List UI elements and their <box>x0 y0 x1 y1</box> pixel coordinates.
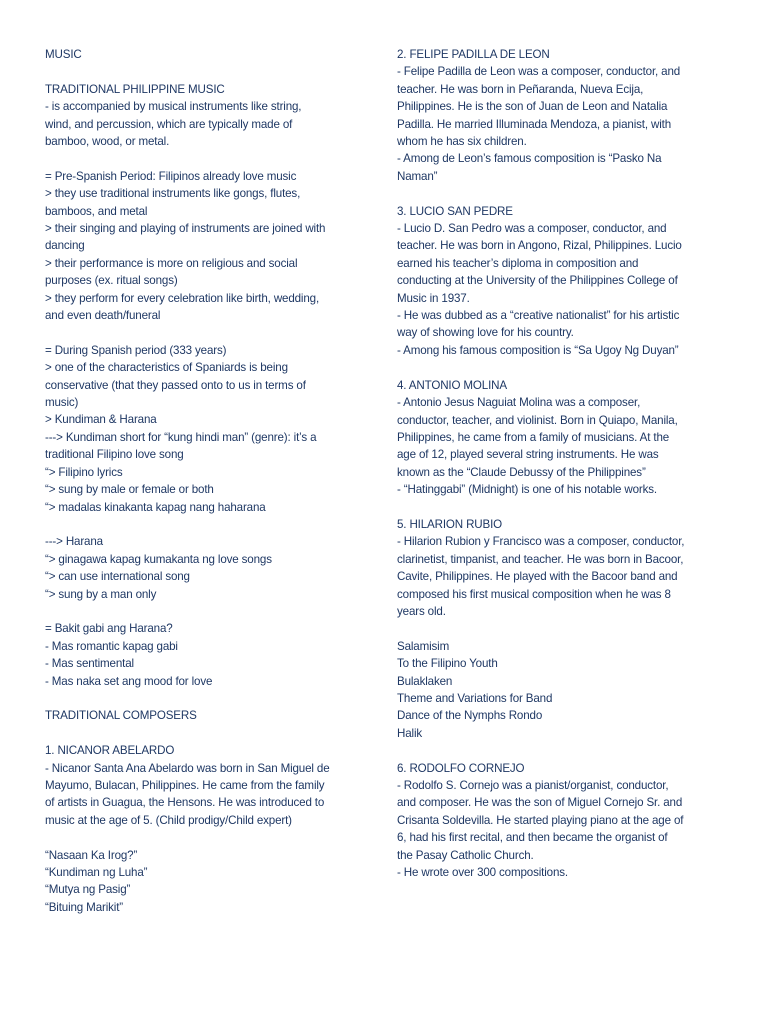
left-column-text-line: “> Filipino lyrics <box>45 465 123 479</box>
right-column-text-line: teacher. He was born in Peñaranda, Nueva Ecija, <box>397 82 644 96</box>
left-column-text-line: purposes (ex. ritual songs) <box>45 274 178 288</box>
right-column-blank-line <box>397 185 737 202</box>
left-column-blank-line <box>45 725 375 742</box>
left-column-blank-line <box>45 324 375 341</box>
left-column-text-line: ---> Harana <box>45 535 103 549</box>
left-column <box>45 46 375 916</box>
right-column-text-line: - Among his famous composition is “Sa Ugoy Ng Duyan” <box>397 343 679 357</box>
left-column-text-line: traditional Filipino love song <box>45 448 184 462</box>
right-column-text-line: To the Filipino Youth <box>397 657 498 671</box>
right-column-text-line: Naman” <box>397 169 438 183</box>
left-column-text-line: > they use traditional instruments like gongs, flutes, <box>45 187 301 201</box>
left-column-blank-line <box>45 150 375 167</box>
left-column-blank-line <box>45 690 375 707</box>
right-column-text-line: 5. HILARION RUBIO <box>397 517 503 531</box>
left-column-text-line: “> can use international song <box>45 570 190 584</box>
right-column-text-line: Cavite, Philippines. He played with the Bacoor band and <box>397 570 678 584</box>
left-column-text-line: - is accompanied by musical instruments like string, <box>45 100 302 114</box>
left-column-text-line: wind, and percussion, which are typically made of <box>45 117 293 131</box>
right-column-text-line: conductor, teacher, and violinist. Born in Quiapo, Manila, <box>397 413 678 427</box>
left-column-text-line: music) <box>45 396 79 410</box>
right-column-text-line: Bulaklaken <box>397 674 453 688</box>
left-column-text-line: > one of the characteristics of Spaniards is being <box>45 361 288 375</box>
left-column-text-line: dancing <box>45 239 85 253</box>
right-column-text-line: age of 12, played several string instruments. He was <box>397 448 659 462</box>
right-column-text-line: Salamisim <box>397 639 450 653</box>
right-column-text-line: clarinetist, timpanist, and teacher. He was born in Bacoor, <box>397 552 684 566</box>
left-column-blank-line <box>45 63 375 80</box>
right-column-blank-line <box>397 742 737 759</box>
right-column-text-line: teacher. He was born in Angono, Rizal, Philippines. Lucio <box>397 239 682 253</box>
right-column-text-line: 2. FELIPE PADILLA DE LEON <box>397 48 550 61</box>
right-column-text-line: 4. ANTONIO MOLINA <box>397 378 507 392</box>
left-column-text-line: - Nicanor Santa Ana Abelardo was born in San Miguel de <box>45 761 330 775</box>
left-column-text-line: > their singing and playing of instruments are joined with <box>45 222 326 236</box>
right-column-text-line: conducting at the University of the Philippines College of <box>397 274 678 288</box>
left-column-text-line: - Mas romantic kapag gabi <box>45 639 178 653</box>
left-column-text-line: > Kundiman & Harana <box>45 413 157 427</box>
right-column-text-line: the Pasay Catholic Church. <box>397 848 534 862</box>
right-column-text-line: Philippines. He is the son of Juan de Leon and Natalia <box>397 100 668 114</box>
left-column-text-line: of artists in Guagua, the Hensons. He was introduced to <box>45 796 325 810</box>
right-column-text-line: - Lucio D. San Pedro was a composer, conductor, and <box>397 222 667 236</box>
left-column-text-line: and even death/funeral <box>45 309 161 323</box>
left-column-text-line: TRADITIONAL COMPOSERS <box>45 709 197 723</box>
right-column-text-line: - He wrote over 300 compositions. <box>397 866 568 880</box>
right-column-text-line: 6, had his first recital, and then became the organist of <box>397 831 668 845</box>
left-column-text-line: “> madalas kinakanta kapag nang haharana <box>45 500 266 514</box>
left-column-text-line: “Bituing Marikit” <box>45 900 123 914</box>
left-column-text-line: TRADITIONAL PHILIPPINE MUSIC <box>45 82 225 96</box>
left-column-text-line: “> sung by male or female or both <box>45 483 214 497</box>
right-column-blank-line <box>397 620 737 637</box>
left-column-text-line: > their performance is more on religious and social <box>45 256 298 270</box>
left-column-text-line: = Bakit gabi ang Harana? <box>45 622 173 636</box>
left-column-text-line: 1. NICANOR ABELARDO <box>45 744 175 758</box>
left-column-text-line: = Pre-Spanish Period: Filipinos already love music <box>45 169 297 183</box>
left-column-blank-line <box>45 603 375 620</box>
right-column-text-line: - Hilarion Rubion y Francisco was a composer, conductor, <box>397 535 685 549</box>
right-column-text-line: way of showing love for his country. <box>397 326 574 340</box>
left-column-text-line: - Mas naka set ang mood for love <box>45 674 213 688</box>
left-column-text-line: “> sung by a man only <box>45 587 157 601</box>
left-column-text-line: ---> Kundiman short for “kung hindi man” (genre): it’s a <box>45 430 317 444</box>
left-column-text-line: = During Spanish period (333 years) <box>45 343 227 357</box>
right-column-blank-line <box>397 499 737 516</box>
right-column-text-line: - “Hatinggabi” (Midnight) is one of his notable works. <box>397 483 657 497</box>
right-column-text-line: - Felipe Padilla de Leon was a composer, conductor, and <box>397 65 681 79</box>
left-column-text-line: “Nasaan Ka Irog?” <box>45 848 138 862</box>
left-column-text-line: “Kundiman ng Luha” <box>45 865 148 879</box>
right-column-text-line: - He was dubbed as a “creative nationalist” for his artistic <box>397 309 680 323</box>
right-column-text-line: Theme and Variations for Band <box>397 691 553 705</box>
left-column-text-line: music at the age of 5. (Child prodigy/Child expert) <box>45 813 292 827</box>
right-column-blank-line <box>397 359 737 376</box>
left-column-text-line: Mayumo, Bulacan, Philippines. He came from the family <box>45 778 325 792</box>
left-column-text-line: bamboos, and metal <box>45 204 148 218</box>
right-column-text-line: Dance of the Nymphs Rondo <box>397 709 543 723</box>
right-column-text-line: earned his teacher’s diploma in composition and <box>397 256 639 270</box>
right-column-text-line: - Among de Leon’s famous composition is “Pasko Na <box>397 152 662 166</box>
right-column <box>397 46 737 881</box>
left-column-text-line: bamboo, wood, or metal. <box>45 135 170 149</box>
right-column-text-line: known as the “Claude Debussy of the Philippines” <box>397 465 646 479</box>
right-column-text-line: Halik <box>397 726 423 740</box>
right-column-text-line: composed his first musical composition when he was 8 <box>397 587 671 601</box>
right-column-text-line: whom he has six children. <box>397 135 527 149</box>
left-column-blank-line <box>45 516 375 533</box>
right-column-text-line: - Antonio Jesus Naguiat Molina was a composer, <box>397 396 641 410</box>
right-column-text-line: 6. RODOLFO CORNEJO <box>397 761 525 775</box>
right-column-text-line: 3. LUCIO SAN PEDRE <box>397 204 513 218</box>
left-column-text-line: “> ginagawa kapag kumakanta ng love songs <box>45 552 272 566</box>
left-column-text-line: - Mas sentimental <box>45 657 134 671</box>
right-column-text-line: years old. <box>397 604 446 618</box>
right-column-text-line: - Rodolfo S. Cornejo was a pianist/organist, conductor, <box>397 778 669 792</box>
left-column-blank-line <box>45 829 375 846</box>
left-column-text-line: MUSIC <box>45 48 82 61</box>
right-column-text-line: and composer. He was the son of Miguel Cornejo Sr. and <box>397 796 683 810</box>
right-column-text-line: Crisanta Soldevilla. He started playing piano at the age of <box>397 813 684 827</box>
right-column-text-line: Music in 1937. <box>397 291 470 305</box>
left-column-text-line: conservative (that they passed onto to us in terms of <box>45 378 306 392</box>
right-column-text-line: Padilla. He married Illuminada Mendoza, a pianist, with <box>397 117 672 131</box>
left-column-text-line: > they perform for every celebration like birth, wedding, <box>45 291 320 305</box>
right-column-text-line: Philippines, he came from a family of musicians. At the <box>397 430 670 444</box>
left-column-text-line: “Mutya ng Pasig” <box>45 883 131 897</box>
